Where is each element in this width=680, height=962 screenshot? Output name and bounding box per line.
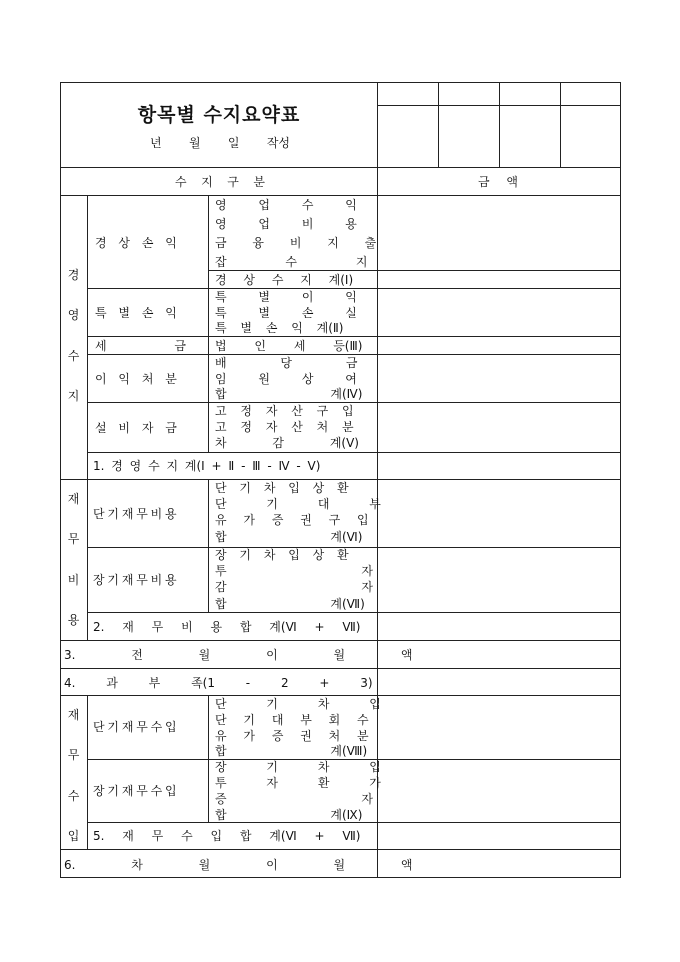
date-day-label: 일 [227,136,240,150]
line-item: 영 업 수 익 [215,198,357,212]
category-header-char: 수 [175,175,187,189]
date-month-label: 월 [188,136,201,150]
line-item: 잡 수 지 [215,255,368,269]
section-label-char: 비 [67,572,80,587]
line-item: 증 자 [215,792,373,806]
line-item: 유 가 증 권 처 분 [215,729,369,743]
subtotal-line: 합 계(Ⅷ) [215,744,368,758]
section-total-1: 1. 경 영 수 지 계(Ⅰ + Ⅱ - Ⅲ - Ⅳ - Ⅴ) [93,459,321,473]
category-header [175,174,265,190]
section-label-char: 경 [67,268,80,282]
section-label-char: 입 [67,828,80,843]
group-label: 설 비 자 금 [95,421,181,435]
line-item: 장 기 차 입 [215,760,381,774]
date-written-label: 작성 [266,136,290,150]
form-title: 항목별 수지요약표 [137,104,301,126]
amount-column[interactable] [378,196,620,876]
amount-header-char: 금 [478,175,490,189]
subtotal-line: 경 상 수 지 계(Ⅰ) [215,273,354,287]
category-header-char: 지 [201,175,213,189]
category-header-char: 구 [227,175,239,189]
subtotal-line: 차 감 계(Ⅴ) [215,436,359,450]
section-label-management [60,266,87,404]
section-total-5: 5. 재 무 수 입 합 계(Ⅵ + Ⅶ) [93,829,361,843]
prev-month-carryover: 3. 전 월 이 월 액 [64,648,413,662]
line-item: 고 정 자 산 구 입 [215,404,354,418]
group-label: 단 기 재 무 수 입 [93,720,177,734]
group-label: 특 별 손 익 [95,306,181,320]
line-item: 투 자 환 가 [215,776,381,790]
line-item: 특 별 이 익 [215,290,357,304]
section-total-2: 2. 재 무 비 용 합 계(Ⅵ + Ⅶ) [93,620,361,634]
section-label-char: 용 [67,612,80,627]
line-item: 특 별 손 실 [215,306,357,320]
surplus-deficit: 4. 과 부 족(1 - 2 + 3) [64,676,373,690]
group-label: 경 상 손 익 [95,236,181,250]
next-month-carryover: 6. 차 월 이 월 액 [64,858,413,872]
line-item: 임 원 상 여 [215,372,357,386]
date-year-label: 년 [150,136,162,150]
line-item: 장 기 차 입 상 환 [215,548,349,562]
date-line [150,134,290,151]
approval-boxes[interactable] [378,83,620,167]
group-label: 이 익 처 분 [95,372,181,386]
line-item: 금 융 비 지 출 [215,236,377,250]
section-label-char: 무 [67,748,80,763]
group-label: 단 기 재 무 비 용 [93,507,177,521]
subtotal-line: 법 인 세 등(Ⅲ) [215,339,363,353]
section-label-char: 재 [67,708,80,722]
line-item: 영 업 비 용 [215,217,357,231]
line-item: 감 자 [215,580,373,594]
subtotal-line: 특 별 손 익 계(Ⅱ) [215,321,344,335]
category-header-char: 분 [253,175,265,189]
section-label-char: 지 [67,388,80,403]
section-label-char: 수 [67,788,80,803]
line-item: 단 기 차 입 [215,697,381,711]
section-label-finance-income [60,706,87,844]
line-item: 유 가 증 권 구 입 [215,513,369,527]
section-label-char: 수 [67,348,80,363]
subtotal-line: 합 계(Ⅸ) [215,808,363,822]
line-item: 단 기 대 부 회 수 [215,713,369,727]
amount-header-char: 액 [506,175,518,189]
subtotal-line: 합 계(Ⅳ) [215,387,363,401]
subtotal-line: 합 계(Ⅵ) [215,530,363,544]
group-label: 장 기 재 무 비 용 [93,573,177,587]
section-label-char: 재 [67,492,80,506]
line-item: 단 기 차 입 상 환 [215,481,349,495]
section-label-char: 무 [67,532,80,547]
group-label: 장 기 재 무 수 입 [93,784,177,798]
line-item: 배 당 금 [215,356,358,370]
section-label-char: 영 [67,308,80,323]
amount-header [478,174,518,190]
line-item: 투 자 [215,564,373,578]
line-item: 단 기 대 부 [215,497,381,511]
group-label: 세 금 [95,339,186,353]
section-label-finance-cost [60,490,87,628]
subtotal-line: 합 계(Ⅶ) [215,597,365,611]
line-item: 고 정 자 산 처 분 [215,420,354,434]
